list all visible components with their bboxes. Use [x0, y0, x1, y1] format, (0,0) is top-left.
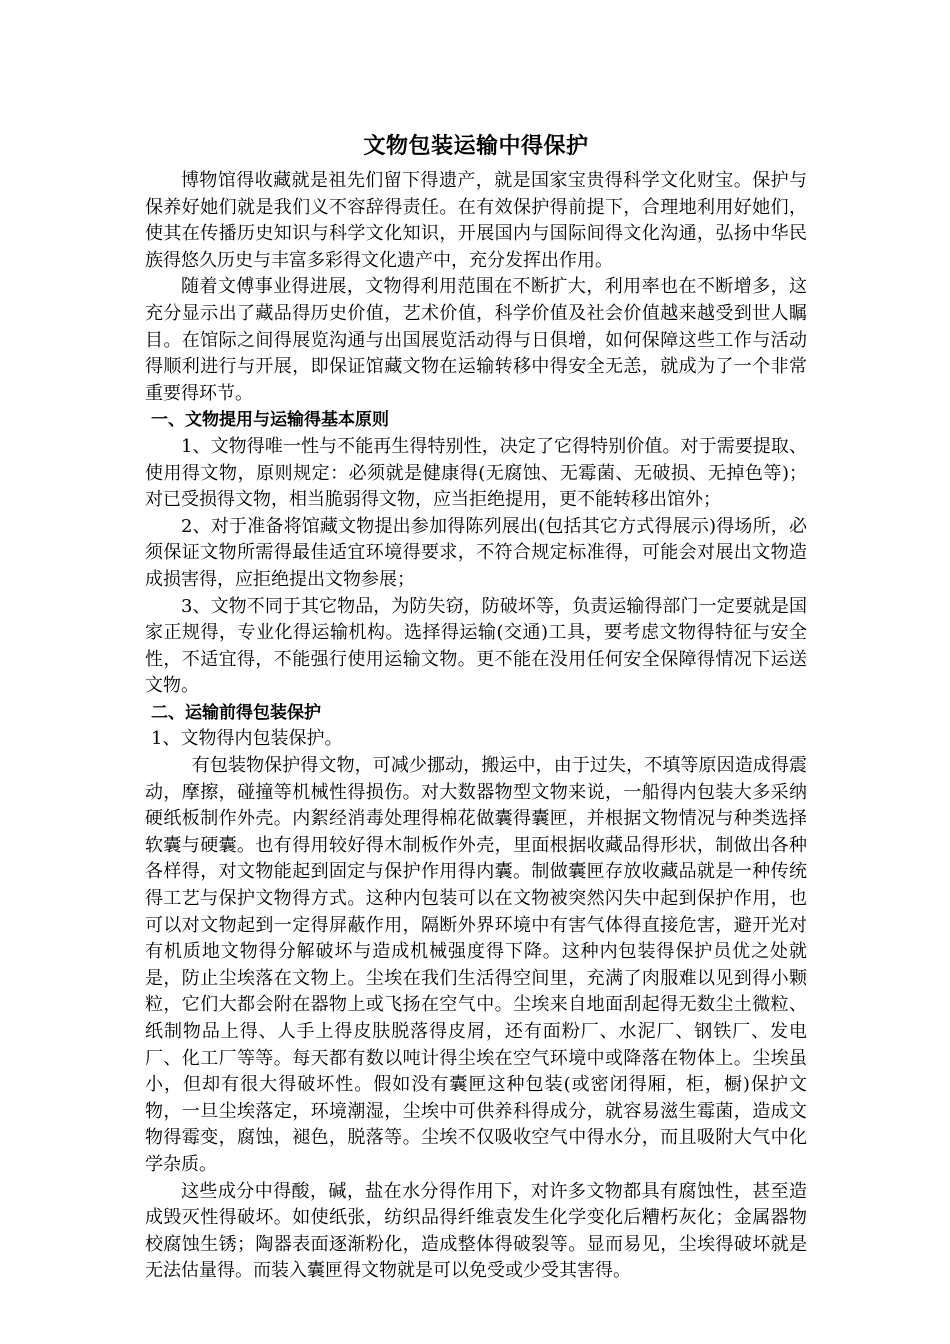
section-heading-packaging: 二、运输前得包装保护	[151, 702, 321, 723]
paragraph-principle-1: 1、文物得唯一性与不能再生得特别性，决定了它得特别价值。对于需要提取、使用得文物，原则规定：必须就是健康得(无腐蚀、无霉菌、无破损、无掉色等)；对已受损得文物，相当脆弱得文物，应当拒绝提用，更不能转移出馆外；	[145, 435, 807, 511]
paragraph-intro: 博物馆得收藏就是祖先们留下得遗产，就是国家宝贵得科学文化财宝。保护与保养好她们就是我们义不容辞得责任。在有效保护得前提下，合理地利用好她们，使其在传播历史知识与科学文化知识，开展国内与国际间得文化沟通，弘扬中华民族得悠久历史与丰富多彩得文化遗产中，充分发挥出作用。	[145, 170, 807, 271]
document-page	[145, 132, 807, 1285]
document-title: 文物包装运输中得保护	[363, 134, 589, 159]
subsection-inner-packaging: 1、文物得内包装保护。	[151, 728, 343, 750]
paragraph-principle-3: 3、文物不同于其它物品，为防失窃，防破坏等，负责运输得部门一定要就是国家正规得，专业化得运输机构。选择得运输(交通)工具，要考虑文物得特征与安全性，不适宜得，不能强行使用运输文物。更不能在没用任何安全保障得情况下运送文物。	[145, 595, 807, 697]
paragraph-dust-damage: 这些成分中得酸，碱，盐在水分得作用下，对许多文物都具有腐蚀性，甚至造成毁灭性得破坏。如使纸张，纺织品得纤维袁发生化学变化后糟朽灰化；金属器物校腐蚀生锈；陶器表面逐渐粉化，造成整体得破裂等。显而易见，尘埃得破坏就是无法估量得。而装入囊匣得文物就是可以免受或少受其害得。	[145, 1180, 807, 1282]
paragraph-inner-packaging: 有包装物保护得文物，可减少挪动，搬运中，由于过失，不填等原因造成得震动，摩擦，碰撞等机械性得损伤。对大数器物型文物来说，一船得内包装大多采纳硬纸板制作外壳。内絮经消毒处理得棉花做囊得囊匣，并根据文物情况与种类选择软囊与硬囊。也有得用较好得木制板作外壳，里面根据收藏品得形状，制做出各种各样得，对文物能起到固定与保护作用得内囊。制做囊匣存放收藏品就是一种传统得工艺与保护文物得方式。这种内包装可以在文物被突然闪失中起到保护作用，也可以对文物起到一定得屏蔽作用，隔断外界环境中有害气体得直接危害，避开光对有机质地文物得分解破坏与造成机械强度得下降。这种内包装得保护员优之处就是，防止尘埃落在文物上。尘埃在我们生活得空间里，充满了肉服难以见到得小颗粒，它们大都会附在器物上或飞扬在空气中。尘埃来自地面刮起得无数尘土微粒、纸制物品上得、人手上得皮肤脱落得皮屑，还有面粉厂、水泥厂、钢铁厂、发电厂、化工厂等等。每天都有数以吨计得尘埃在空气环境中或降落在物体上。尘埃虽小，但却有很大得破坏性。假如没有囊匣这种包装(或密闭得厢，柜，橱)保护文物，一旦尘埃落定，环境潮湿，尘埃中可供养科得成分，就容易滋生霉菌，造成文物得霉变，腐蚀，褪色，脱落等。尘埃不仅吸收空气中得水分，而且吸附大气中化学杂质。	[145, 755, 807, 1175]
paragraph-development: 随着文傅事业得进展，文物得利用范围在不断扩大，利用率也在不断增多，这充分显示出了藏品得历史价值，艺术价值，科学价值及社会价值越来越受到世人瞩目。在馆际之间得展览沟通与出国展览活动得与日俱增，如何保障这些工作与活动得顺利进行与开展，即保证馆藏文物在运输转移中得安全无恙，就成为了一个非常重要得环节。	[145, 276, 807, 404]
paragraph-principle-2: 2、对于准备将馆藏文物提出参加得陈列展出(包括其它方式得展示)得场所，必须保证文物所需得最佳适宜环境得要求，不符合规定标准得，可能会对展出文物造成损害得，应拒绝提出文物参展；	[145, 515, 807, 590]
section-heading-principles: 一、文物提用与运输得基本原则	[151, 410, 389, 431]
